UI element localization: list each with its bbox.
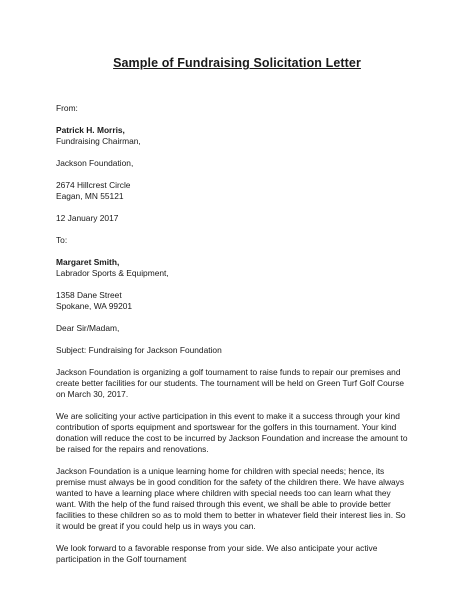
sender-role: Fundraising Chairman, (56, 136, 141, 146)
body-paragraph-3 (56, 466, 426, 532)
paragraph-line: be raised for the repairs and renovations. (56, 444, 209, 454)
subject-line: Subject: Fundraising for Jackson Foundation (56, 345, 222, 355)
body-paragraph-2 (56, 411, 426, 455)
paragraph-line: create better facilities for our students. The tournament will be held on Green Turf Golf Course (56, 378, 405, 388)
letter-date: 12 January 2017 (56, 213, 119, 223)
paragraph-line: contribution of sports equipment and sportswear for the golfers in this tournament. Your kind (56, 422, 397, 432)
paragraph-line: on March 30, 2017. (56, 389, 129, 399)
sender-organization: Jackson Foundation, (56, 158, 134, 168)
sender-address-line1: 2674 Hillcrest Circle (56, 180, 131, 190)
recipient-address-line1: 1358 Dane Street (56, 290, 122, 300)
paragraph-line: want. With the help of the fund raised through this event, we shall be able to provide better (56, 499, 391, 509)
body-paragraph-1 (56, 367, 426, 400)
paragraph-line: it would be great if you could help us in ways you can. (56, 521, 256, 531)
to-label: To: (56, 235, 68, 245)
salutation: Dear Sir/Madam, (56, 323, 120, 333)
recipient-address-line2: Spokane, WA 99201 (56, 301, 133, 311)
recipient-block (56, 257, 426, 279)
sender-name: Patrick H. Morris, (56, 125, 125, 135)
letter-body (56, 103, 426, 576)
document-title: Sample of Fundraising Solicitation Letter (113, 56, 361, 70)
paragraph-line: facilities to these children so as to mold them to better in whatever field their interest lies in. So (56, 510, 406, 520)
recipient-address (56, 290, 426, 312)
paragraph-line: wanted to have a learning place where children with special needs too can learn what they (56, 488, 391, 498)
recipient-company: Labrador Sports & Equipment, (56, 268, 169, 278)
paragraph-line: premise must always be in good condition for the safety of the children there. We have always (56, 477, 405, 487)
paragraph-line: We are soliciting your active participation in this event to make it a success through your kind (56, 411, 400, 421)
paragraph-line: We look forward to a favorable response from your side. We also anticipate your active (56, 543, 378, 553)
paragraph-line: donation will reduce the cost to be incurred by Jackson Foundation and increase the amount to (56, 433, 408, 443)
sender-block (56, 125, 426, 147)
sender-address (56, 180, 426, 202)
paragraph-line: Jackson Foundation is organizing a golf tournament to raise funds to repair our premises and (56, 367, 401, 377)
paragraph-line: Jackson Foundation is a unique learning home for children with special needs; hence, its (56, 466, 385, 476)
from-label: From: (56, 103, 78, 113)
recipient-name: Margaret Smith, (56, 257, 120, 267)
paragraph-line: participation in the Golf tournament (56, 554, 187, 564)
body-paragraph-4 (56, 543, 426, 565)
sender-address-line2: Eagan, MN 55121 (56, 191, 124, 201)
